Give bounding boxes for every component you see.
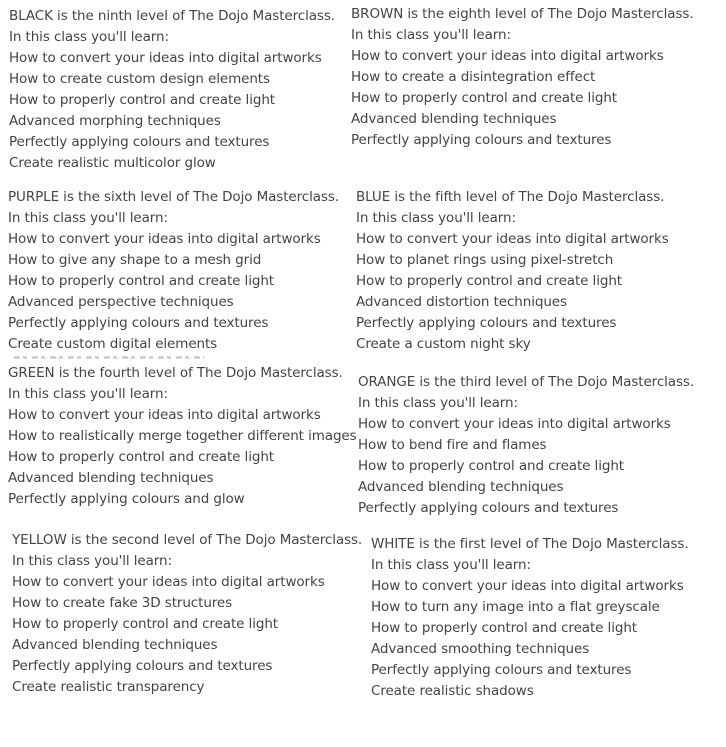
list-item: Advanced blending techniques [8, 470, 214, 486]
list-item: Create realistic shadows [371, 683, 534, 699]
list-item: How to convert your ideas into digital artworks [356, 231, 669, 247]
list-item: Perfectly applying colours and textures [351, 132, 612, 148]
list-item: How to properly control and create light [358, 458, 624, 474]
list-item: Create custom digital elements [8, 336, 218, 352]
list-item: How to convert your ideas into digital artworks [358, 416, 671, 432]
learn-heading: In this class you'll learn: [12, 553, 172, 569]
level-yellow-description [12, 530, 362, 698]
list-item: Create realistic transparency [12, 679, 205, 695]
list-item: How to properly control and create light [8, 273, 274, 289]
list-item: Perfectly applying colours and textures [12, 658, 273, 674]
list-item: How to convert your ideas into digital artworks [8, 231, 321, 247]
clipped-text-fragment [14, 353, 204, 359]
list-item: Advanced smoothing techniques [371, 641, 590, 657]
list-item: How to create fake 3D structures [12, 595, 233, 611]
list-item: Advanced blending techniques [12, 637, 218, 653]
list-item: How to properly control and create light [371, 620, 637, 636]
level-intro: ORANGE is the third level of The Dojo Masterclass. [358, 374, 695, 390]
list-item: How to convert your ideas into digital artworks [371, 578, 684, 594]
list-item: Advanced distortion techniques [356, 294, 567, 310]
list-item: How to convert your ideas into digital artworks [8, 407, 321, 423]
learn-heading: In this class you'll learn: [371, 557, 531, 573]
level-orange-description [358, 372, 694, 519]
level-purple-description [8, 187, 339, 355]
list-item: How to properly control and create light [8, 449, 274, 465]
level-black-description [9, 6, 335, 174]
level-intro: YELLOW is the second level of The Dojo Masterclass. [12, 532, 363, 548]
learn-heading: In this class you'll learn: [8, 386, 168, 402]
list-item: How to properly control and create light [351, 90, 617, 106]
learn-heading: In this class you'll learn: [9, 29, 169, 45]
learn-heading: In this class you'll learn: [358, 395, 518, 411]
list-item: Advanced blending techniques [351, 111, 557, 127]
list-item: Perfectly applying colours and textures [371, 662, 632, 678]
list-item: How to give any shape to a mesh grid [8, 252, 262, 268]
list-item: How to realistically merge together different images [8, 428, 357, 444]
level-intro: PURPLE is the sixth level of The Dojo Masterclass. [8, 189, 339, 205]
level-white-description [371, 534, 689, 702]
list-item: Advanced blending techniques [358, 479, 564, 495]
learn-heading: In this class you'll learn: [356, 210, 516, 226]
level-blue-description [356, 187, 669, 355]
learn-heading: In this class you'll learn: [351, 27, 511, 43]
list-item: Create realistic multicolor glow [9, 155, 216, 171]
list-item: How to bend fire and flames [358, 437, 547, 453]
level-intro: WHITE is the first level of The Dojo Masterclass. [371, 536, 689, 552]
list-item: How to properly control and create light [9, 92, 275, 108]
list-item: How to convert your ideas into digital artworks [351, 48, 664, 64]
level-intro: BLUE is the fifth level of The Dojo Masterclass. [356, 189, 665, 205]
list-item: Perfectly applying colours and textures [8, 315, 269, 331]
list-item: How to properly control and create light [356, 273, 622, 289]
level-green-description [8, 363, 357, 510]
list-item: How to create a disintegration effect [351, 69, 596, 85]
list-item: Perfectly applying colours and textures [358, 500, 619, 516]
list-item: How to turn any image into a flat greyscale [371, 599, 660, 615]
list-item: How to convert your ideas into digital artworks [9, 50, 322, 66]
list-item: Advanced perspective techniques [8, 294, 234, 310]
list-item: How to convert your ideas into digital artworks [12, 574, 325, 590]
list-item: Create a custom night sky [356, 336, 531, 352]
list-item: Perfectly applying colours and textures [9, 134, 270, 150]
level-intro: GREEN is the fourth level of The Dojo Masterclass. [8, 365, 343, 381]
level-intro: BROWN is the eighth level of The Dojo Masterclass. [351, 6, 694, 22]
list-item: How to create custom design elements [9, 71, 270, 87]
level-intro: BLACK is the ninth level of The Dojo Masterclass. [9, 8, 335, 24]
list-item: Advanced morphing techniques [9, 113, 221, 129]
learn-heading: In this class you'll learn: [8, 210, 168, 226]
list-item: Perfectly applying colours and textures [356, 315, 617, 331]
list-item: Perfectly applying colours and glow [8, 491, 245, 507]
list-item: How to properly control and create light [12, 616, 278, 632]
list-item: How to planet rings using pixel-stretch [356, 252, 614, 268]
level-brown-description [351, 4, 694, 151]
